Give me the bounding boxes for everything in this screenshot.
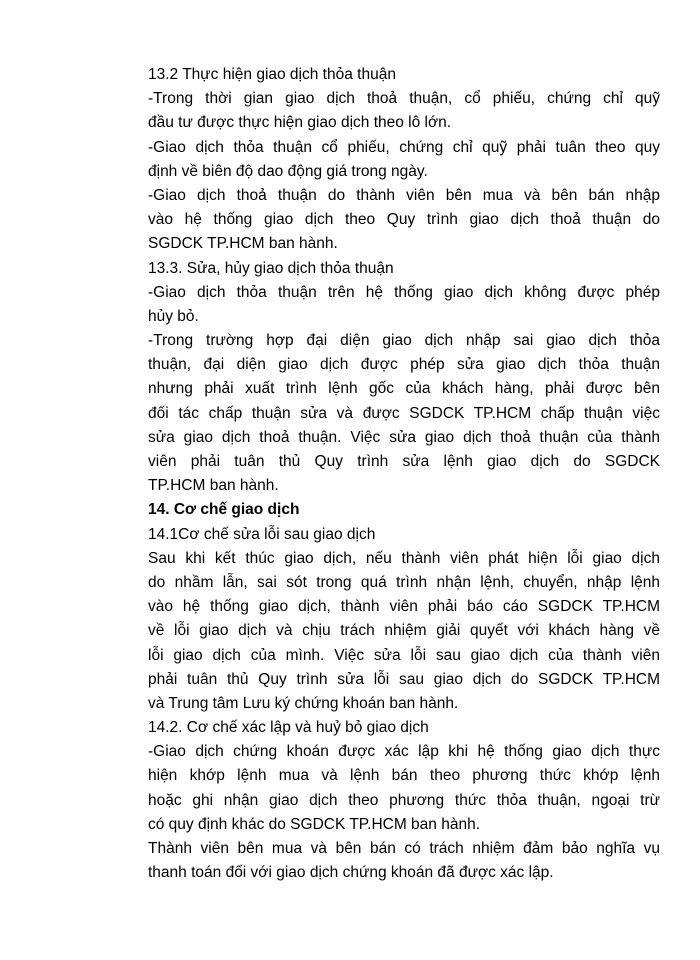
text-line: Thành viên bên mua và bên bán có trách nhiệm đảm bảo nghĩa vụ — [148, 840, 660, 857]
text-line: hủy bỏ. — [148, 307, 199, 325]
text-line: và Trung tâm Lưu ký chứng khoán ban hành. — [148, 694, 459, 712]
text-line: 14.1Cơ chế sửa lỗi sau giao dịch — [148, 525, 376, 543]
text-line: -Giao dịch thỏa thuận cổ phiếu, chứng chỉ quỹ phải tuân theo quy — [148, 138, 660, 156]
text-line: -Giao dịch thỏa thuận trên hệ thống giao dịch không được phép — [148, 283, 660, 301]
text-line: sửa giao dịch thoả thuận. Việc sửa giao dịch thoả thuận của thành — [148, 428, 660, 446]
text-line: thuận, đại diện giao dịch được phép sửa giao dịch thỏa thuận — [148, 356, 660, 374]
text-line: hoặc ghi nhận giao dịch theo phương thức thỏa thuận, ngoại trừ — [148, 791, 660, 809]
text-line: Sau khi kết thúc giao dịch, nếu thành viên phát hiện lỗi giao dịch — [148, 549, 660, 567]
text-line: do nhầm lẫn, sai sót trong quá trình nhận lệnh, chuyển, nhập lệnh — [148, 573, 660, 591]
text-line: -Trong trường hợp đại diện giao dịch nhập sai giao dịch thỏa — [148, 332, 660, 350]
text-line: -Giao dịch thoả thuận do thành viên bên mua và bên bán nhập — [148, 186, 660, 204]
text-line: 14.2. Cơ chế xác lập và huỷ bỏ giao dịch — [148, 719, 429, 737]
text-line: lỗi giao dịch của mình. Việc sửa lỗi sau giao dịch của thành viên — [148, 646, 660, 664]
text-line: vào hệ thống giao dịch, thành viên phải báo cáo SGDCK TP.HCM — [148, 598, 660, 616]
text-line: phải tuân thủ Quy trình sửa lỗi sau giao dịch do SGDCK TP.HCM — [148, 670, 660, 688]
text-line: vào hệ thống giao dịch theo Quy trình giao dịch thoả thuận do — [148, 211, 660, 229]
document-page — [148, 63, 660, 885]
text-line: đầu tư được thực hiện giao dịch theo lô lớn. — [148, 114, 452, 132]
text-line: SGDCK TP.HCM ban hành. — [148, 235, 338, 253]
text-line: 13.2 Thực hiện giao dịch thỏa thuận — [148, 66, 396, 83]
text-line: thanh toán đối với giao dịch chứng khoán đã được xác lập. — [148, 864, 554, 882]
text-line: có quy định khác do SGDCK TP.HCM ban hành. — [148, 815, 481, 833]
text-line: đối tác chấp thuận sửa và được SGDCK TP.HCM chấp thuận việc — [148, 404, 660, 422]
text-line: viên phải tuân thủ Quy trình sửa lệnh giao dịch do SGDCK — [148, 453, 660, 470]
text-line: 13.3. Sửa, hủy giao dịch thỏa thuận — [148, 259, 394, 277]
text-line: về lỗi giao dịch và chịu trách nhiệm giải quyết với khách hàng về — [148, 622, 660, 640]
section-heading: 14. Cơ chế giao dịch — [148, 501, 300, 519]
text-line: hiện khớp lệnh mua và lệnh bán theo phương thức khớp lệnh — [148, 767, 660, 785]
text-line: -Trong thời gian giao dịch thoả thuận, cổ phiếu, chứng chỉ quỹ — [148, 90, 660, 108]
text-line: TP.HCM ban hành. — [148, 477, 279, 495]
text-line: -Giao dịch chứng khoán được xác lập khi hệ thống giao dịch thực — [148, 743, 660, 761]
text-line: định về biên độ dao động giá trong ngày. — [148, 162, 428, 180]
text-line: nhưng phải xuất trình lệnh gốc của khách hàng, phải được bên — [148, 380, 660, 398]
